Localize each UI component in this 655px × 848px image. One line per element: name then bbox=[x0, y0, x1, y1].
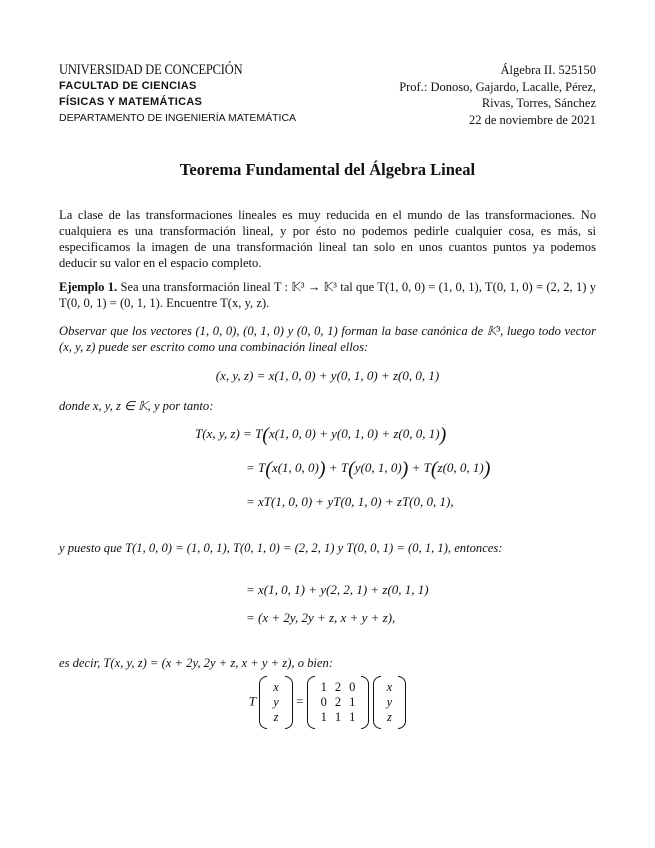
vector-entry: z bbox=[387, 710, 392, 724]
professors-line-2: Rivas, Torres, Sánchez bbox=[481, 96, 596, 110]
equation-line-2 bbox=[246, 458, 490, 481]
equation-substitution: = x(1, 0, 1) + y(2, 2, 1) + z(0, 1, 1) bbox=[246, 582, 429, 597]
matrix-entry: 2 bbox=[334, 680, 342, 694]
example-text: Sea una transformación lineal T : 𝕂³ → 𝕂³ tal que T(1, 0, 0) = (1, 0, 1), T(0, 1, 0) = (2, 2, 1) y T(0, 0, 1) = (0, 1, 1). Encuentre T(x, y, z). bbox=[59, 280, 596, 310]
es-decir-text: es decir, T(x, y, z) = (x + 2y, 2y + z, x + y + z), o bien: bbox=[59, 656, 334, 670]
eq2-line1-rhs: x(1, 0, 0) + y(0, 1, 0) + z(0, 0, 1) bbox=[268, 426, 440, 441]
matrix-T: T bbox=[248, 693, 256, 709]
professors-line-1: Prof.: Donoso, Gajardo, Lacalle, Pérez, bbox=[399, 79, 596, 94]
equation-line-3: = xT(1, 0, 0) + yT(0, 1, 0) + zT(0, 0, 1), bbox=[246, 494, 454, 509]
observation-paragraph: Observar que los vectores (1, 0, 0), (0, 1, 0) y (0, 0, 1) forman la base canónica de 𝕂³, luego todo vector (x, y, z) puede ser escrito como una combinación lineal ellos: bbox=[59, 324, 596, 354]
matrix-equation bbox=[0, 680, 655, 725]
paren-close-icon: ) bbox=[401, 458, 409, 480]
paren-close-icon: ) bbox=[483, 458, 491, 480]
vector-entry: y bbox=[273, 695, 279, 709]
vector-entry: y bbox=[386, 695, 393, 709]
matrix-entry: 0 bbox=[349, 680, 356, 694]
coefficient-matrix bbox=[307, 680, 370, 725]
university-name: UNIVERSIDAD DE CONCEPCIÓN bbox=[59, 62, 243, 78]
vector-entry: x bbox=[386, 680, 393, 694]
matrix-entry: 1 bbox=[349, 695, 356, 709]
eq2-line2-b: x(1, 0, 0) bbox=[271, 460, 319, 475]
equation-line-1 bbox=[195, 424, 446, 447]
matrix-entry: 1 bbox=[349, 710, 356, 724]
matrix-entry: 2 bbox=[334, 695, 342, 709]
matrix-equals: = bbox=[296, 693, 304, 709]
example-label: Ejemplo 1. bbox=[59, 280, 118, 294]
page-title: Teorema Fundamental del Álgebra Lineal bbox=[179, 160, 476, 179]
matrix-entry: 1 bbox=[320, 710, 327, 724]
document-date: 22 de noviembre de 2021 bbox=[468, 112, 596, 127]
puesto-text: y puesto que T(1, 0, 0) = (1, 0, 1), T(0, 1, 0) = (2, 2, 1) y T(0, 0, 1) = (0, 1, 1), entonces: bbox=[59, 541, 503, 555]
faculty-line-2: FÍSICAS Y MATEMÁTICAS bbox=[59, 96, 203, 108]
eq2-line2-e: + T bbox=[411, 460, 431, 475]
eq2-line2-f: z(0, 0, 1) bbox=[437, 460, 484, 475]
eq2-line2-a: = T bbox=[246, 460, 266, 475]
eq2-line2-c: + T bbox=[328, 460, 349, 475]
eq2-line2-d: y(0, 1, 0) bbox=[354, 460, 402, 475]
paren-open-icon: ( bbox=[348, 458, 355, 480]
faculty-line-1: FACULTAD DE CIENCIAS bbox=[59, 80, 197, 92]
paren-open-icon: ( bbox=[265, 458, 272, 480]
paren-open-icon: ( bbox=[262, 424, 269, 446]
header-left bbox=[59, 62, 296, 126]
vector-entry: x bbox=[273, 680, 279, 694]
paren-close-icon: ) bbox=[318, 458, 326, 480]
paren-close-icon: ) bbox=[439, 424, 447, 446]
equation-result: = (x + 2y, 2y + z, x + y + z), bbox=[246, 610, 396, 625]
course-code: Álgebra II. 525150 bbox=[500, 63, 596, 77]
intro-paragraph: La clase de las transformaciones lineales es muy reducida en el mundo de las transformaciones. No cualquiera es una transformación lineal, y por ésto no podemos pedirle cualquier cosa, es más, si especificamos la imagen de una transformación lineal tan solo en unos cuantos puntos ya podemos deducir su valor en el espacio completo. bbox=[59, 208, 596, 270]
example-paragraph bbox=[59, 279, 596, 311]
matrix-entry: 0 bbox=[320, 695, 327, 709]
paren-open-icon: ( bbox=[430, 458, 438, 480]
header-right bbox=[399, 62, 596, 128]
donde-text: donde x, y, z ∈ 𝕂, y por tanto: bbox=[59, 399, 214, 413]
eq2-line1-lhs: T(x, y, z) = T bbox=[195, 426, 263, 441]
output-vector bbox=[373, 680, 407, 725]
input-vector bbox=[259, 680, 293, 725]
matrix-entry: 1 bbox=[334, 710, 342, 724]
department-name: DEPARTAMENTO DE INGENIERÍA MATEMÁTICA bbox=[59, 112, 297, 124]
matrix-entry: 1 bbox=[320, 680, 327, 694]
equation-basis: (x, y, z) = x(1, 0, 0) + y(0, 1, 0) + z(0, 0, 1) bbox=[215, 368, 440, 383]
vector-entry: z bbox=[273, 710, 279, 724]
